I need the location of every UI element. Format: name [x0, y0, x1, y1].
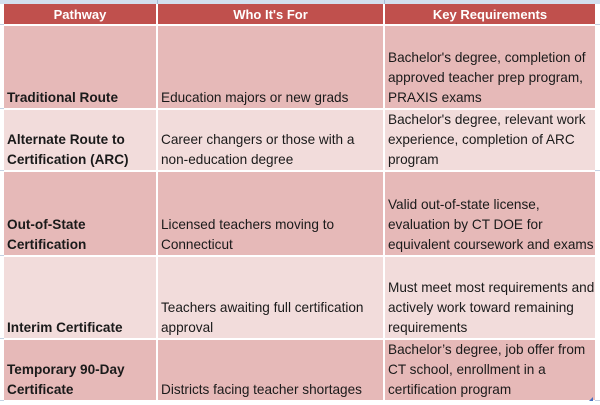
table-row	[4, 339, 595, 401]
cell-pathway[interactable]: Interim Certificate	[4, 256, 157, 339]
cell-who[interactable]: Education majors or new grads	[157, 25, 384, 109]
table-row	[4, 256, 595, 339]
cell-requirements[interactable]: Valid out-of-state license, evaluation by CT DOE for equivalent coursework and exams	[384, 171, 595, 256]
cell-requirements[interactable]: Bachelor's degree, relevant work experience, completion of ARC program	[384, 109, 595, 171]
table-row	[4, 109, 595, 171]
cell-who[interactable]: Career changers or those with a non-education degree	[157, 109, 384, 171]
cell-who[interactable]: Districts facing teacher shortages	[157, 339, 384, 401]
header-pathway[interactable]: Pathway	[4, 4, 157, 25]
cell-pathway[interactable]: Traditional Route	[4, 25, 157, 109]
table-row	[4, 171, 595, 256]
certification-pathways-table	[4, 4, 595, 402]
gridline	[595, 400, 600, 401]
header-key-requirements[interactable]: Key Requirements	[384, 4, 595, 25]
gridline	[595, 170, 600, 171]
cell-requirements[interactable]: Bachelor’s degree, job offer from CT school, enrollment in a certification program	[384, 339, 595, 401]
table-row	[4, 25, 595, 109]
header-row	[4, 4, 595, 25]
cell-pathway[interactable]: Alternate Route to Certification (ARC)	[4, 109, 157, 171]
cell-pathway[interactable]: Out-of-State Certification	[4, 171, 157, 256]
cell-requirements[interactable]: Must meet most requirements and actively work toward remaining requirements	[384, 256, 595, 339]
cell-pathway[interactable]: Temporary 90-Day Certificate	[4, 339, 157, 401]
cell-requirements[interactable]: Bachelor's degree, completion of approved teacher prep program, PRAXIS exams	[384, 25, 595, 109]
header-who-its-for[interactable]: Who It's For	[157, 4, 384, 25]
cell-who[interactable]: Teachers awaiting full certification approval	[157, 256, 384, 339]
gridline	[595, 24, 600, 25]
cell-who[interactable]: Licensed teachers moving to Connecticut	[157, 171, 384, 256]
